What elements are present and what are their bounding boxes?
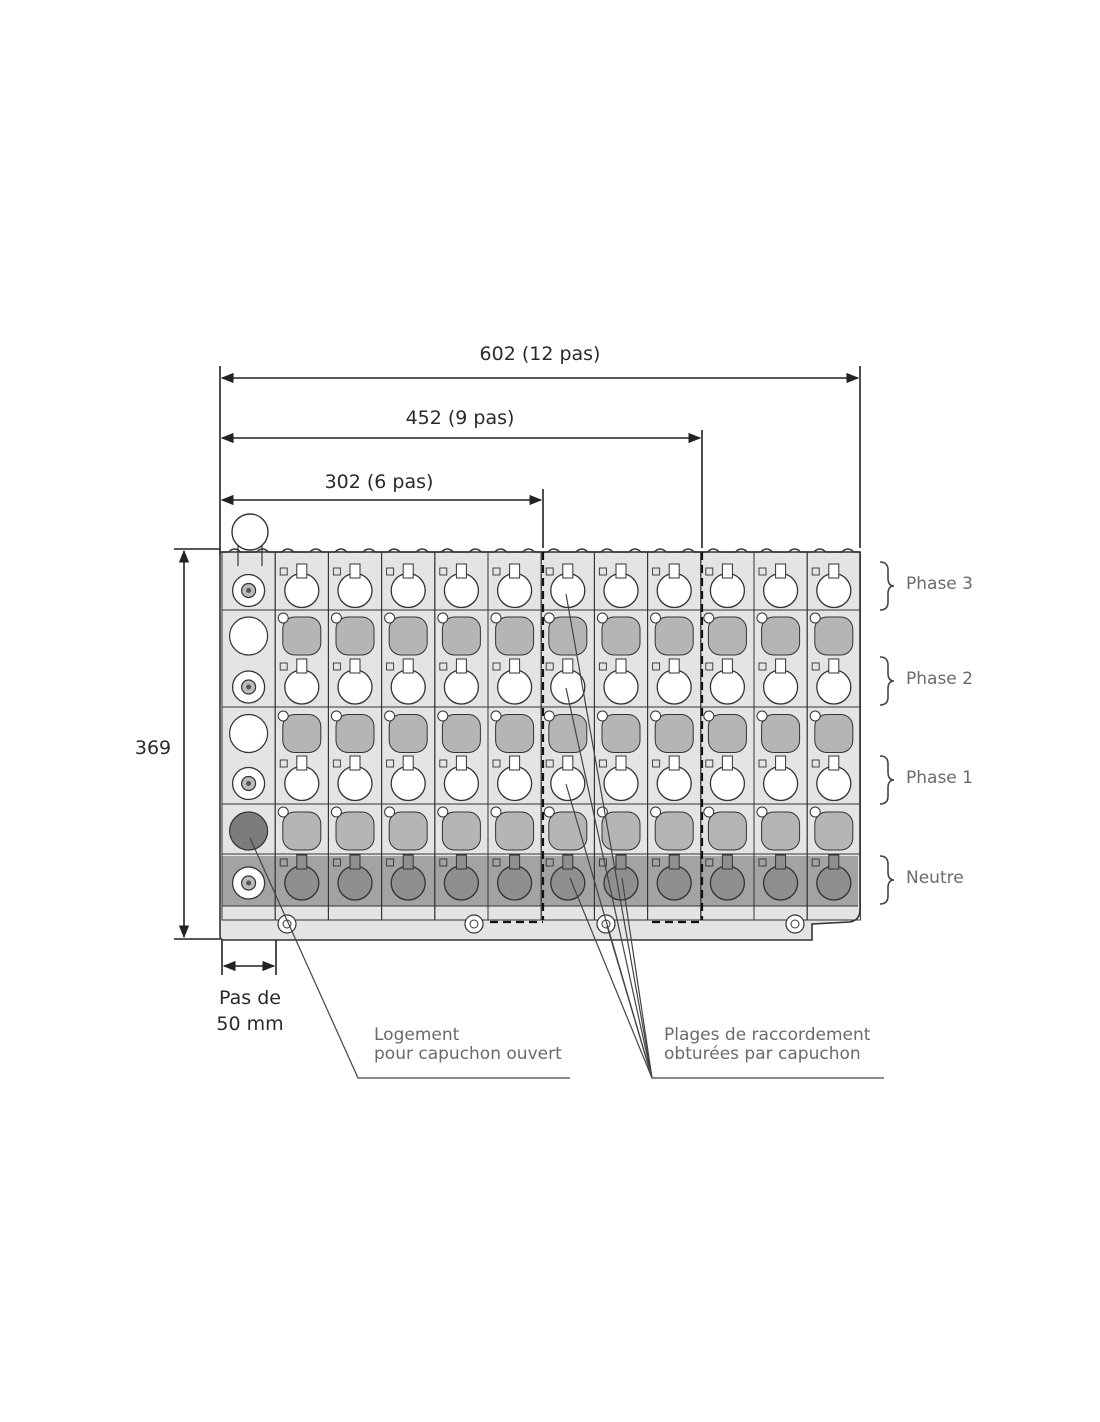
- cap-hinge: [810, 711, 820, 721]
- dim-label-369: 369: [134, 737, 172, 759]
- dim-label-302: 302 (6 pas): [324, 471, 434, 493]
- terminal-slot: [297, 855, 307, 869]
- cap-closed: [283, 812, 321, 850]
- terminal-slot: [456, 564, 466, 578]
- pitch-label-line2: 50 mm: [216, 1013, 284, 1035]
- terminal-open: [551, 767, 585, 801]
- cap-hinge: [331, 613, 341, 623]
- terminal-open: [657, 767, 691, 801]
- terminal-open: [764, 574, 798, 608]
- terminal-open: [604, 574, 638, 608]
- terminal-slot: [776, 855, 786, 869]
- cap-closed: [496, 617, 534, 655]
- cap-closed: [442, 812, 480, 850]
- cap-hinge: [491, 711, 501, 721]
- terminal-open: [817, 767, 851, 801]
- terminal-slot: [350, 564, 360, 578]
- terminal-slot: [669, 564, 679, 578]
- cap-hinge: [597, 711, 607, 721]
- terminal-open: [444, 670, 478, 704]
- terminal-slot: [297, 659, 307, 673]
- mounting-hole: [465, 915, 483, 933]
- cap-closed: [389, 812, 427, 850]
- phase-label-2: Phase 2: [906, 669, 973, 689]
- cap-closed: [762, 617, 800, 655]
- terminal-slot: [722, 564, 732, 578]
- terminal-open: [285, 574, 319, 608]
- terminal-open: [285, 670, 319, 704]
- terminal-neutral: [657, 866, 691, 900]
- cap-closed: [549, 812, 587, 850]
- brace-phase-3: [880, 562, 894, 610]
- cap-closed: [283, 715, 321, 753]
- cap-hinge: [544, 807, 554, 817]
- terminal-slot: [776, 564, 786, 578]
- terminal-neutral: [817, 866, 851, 900]
- terminal-slot: [403, 756, 413, 770]
- terminal-slot: [510, 756, 520, 770]
- cap-closed: [496, 812, 534, 850]
- terminal-neutral: [285, 866, 319, 900]
- terminal-slot: [722, 855, 732, 869]
- cap-closed: [549, 715, 587, 753]
- cap-hinge: [544, 711, 554, 721]
- terminal-open: [285, 767, 319, 801]
- cap-hinge: [704, 613, 714, 623]
- cap-closed: [442, 715, 480, 753]
- terminal-neutral: [764, 866, 798, 900]
- terminal-screw-center: [246, 881, 251, 886]
- cap-closed: [762, 812, 800, 850]
- cap-closed: [815, 812, 853, 850]
- brace-neutre: [880, 856, 894, 904]
- terminal-open: [764, 670, 798, 704]
- terminal-slot: [350, 855, 360, 869]
- cap-closed: [389, 715, 427, 753]
- terminal-open: [391, 767, 425, 801]
- cap-hinge: [651, 807, 661, 817]
- top-cap-loop: [232, 514, 268, 550]
- cap-closed: [708, 617, 746, 655]
- phase-braces: [880, 562, 894, 904]
- callout-open-cap-line1: Logement: [374, 1025, 460, 1045]
- terminal-open: [498, 574, 532, 608]
- cap-closed: [815, 617, 853, 655]
- cap-hinge: [331, 807, 341, 817]
- terminal-open: [498, 670, 532, 704]
- cap-closed: [655, 812, 693, 850]
- phase-label-1: Phase 1: [906, 768, 973, 788]
- cap-closed: [389, 617, 427, 655]
- terminal-slot: [669, 756, 679, 770]
- brace-phase-1: [880, 756, 894, 804]
- terminal-open: [338, 670, 372, 704]
- terminal-slot: [722, 659, 732, 673]
- terminal-open: [657, 670, 691, 704]
- terminal-open: [764, 767, 798, 801]
- mounting-hole: [786, 915, 804, 933]
- cap-housing: [230, 715, 268, 753]
- terminal-slot: [616, 756, 626, 770]
- terminal-slot: [403, 564, 413, 578]
- terminal-neutral: [551, 866, 585, 900]
- terminal-open: [338, 574, 372, 608]
- terminal-open: [817, 574, 851, 608]
- terminal-open: [710, 670, 744, 704]
- cap-hinge: [438, 807, 448, 817]
- cap-hinge: [757, 613, 767, 623]
- terminal-open: [604, 670, 638, 704]
- terminal-slot: [510, 659, 520, 673]
- terminal-slot: [776, 659, 786, 673]
- cap-hinge: [331, 711, 341, 721]
- terminal-neutral: [444, 866, 478, 900]
- dim-label-452: 452 (9 pas): [405, 407, 515, 429]
- cap-hinge: [704, 807, 714, 817]
- terminal-slot: [669, 659, 679, 673]
- terminal-block: [220, 514, 860, 940]
- terminal-slot: [297, 564, 307, 578]
- cap-closed: [815, 715, 853, 753]
- terminal-slot: [669, 855, 679, 869]
- terminal-slot: [563, 659, 573, 673]
- callout-capped-line1: Plages de raccordement: [664, 1025, 871, 1045]
- callout-open-cap-line2: pour capuchon ouvert: [374, 1044, 562, 1064]
- cap-closed: [336, 617, 374, 655]
- terminal-slot: [829, 564, 839, 578]
- open-cap-housing: [230, 812, 268, 850]
- cap-hinge: [385, 613, 395, 623]
- cap-closed: [283, 617, 321, 655]
- phase-label-3: Phase 3: [906, 574, 973, 594]
- cap-closed: [655, 617, 693, 655]
- terminal-open: [657, 574, 691, 608]
- brace-phase-2: [880, 657, 894, 705]
- terminal-slot: [829, 756, 839, 770]
- cap-closed: [602, 715, 640, 753]
- terminal-slot: [563, 855, 573, 869]
- terminal-screw-center: [246, 781, 251, 786]
- cap-housing: [230, 617, 268, 655]
- terminal-slot: [350, 756, 360, 770]
- terminal-screw-center: [246, 588, 251, 593]
- cap-hinge: [651, 613, 661, 623]
- pitch-label-line1: Pas de: [219, 987, 281, 1009]
- terminal-open: [817, 670, 851, 704]
- cap-hinge: [385, 711, 395, 721]
- cap-closed: [336, 715, 374, 753]
- terminal-slot: [297, 756, 307, 770]
- terminal-slot: [350, 659, 360, 673]
- cap-hinge: [438, 711, 448, 721]
- cap-closed: [708, 715, 746, 753]
- terminal-neutral: [338, 866, 372, 900]
- terminal-slot: [403, 855, 413, 869]
- terminal-neutral: [498, 866, 532, 900]
- cap-hinge: [491, 613, 501, 623]
- cap-closed: [708, 812, 746, 850]
- terminal-open: [710, 574, 744, 608]
- terminal-slot: [616, 564, 626, 578]
- callout-capped-line2: obturées par capuchon: [664, 1044, 861, 1064]
- cap-closed: [496, 715, 534, 753]
- terminal-slot: [456, 855, 466, 869]
- cap-hinge: [544, 613, 554, 623]
- terminal-slot: [456, 756, 466, 770]
- cap-closed: [336, 812, 374, 850]
- cap-hinge: [757, 711, 767, 721]
- phase-label-neutre: Neutre: [906, 868, 964, 888]
- cap-hinge: [704, 711, 714, 721]
- terminal-open: [444, 767, 478, 801]
- terminal-slot: [722, 756, 732, 770]
- terminal-slot: [510, 564, 520, 578]
- cap-hinge: [438, 613, 448, 623]
- terminal-neutral: [710, 866, 744, 900]
- terminal-open: [444, 574, 478, 608]
- terminal-open: [391, 574, 425, 608]
- terminal-slot: [510, 855, 520, 869]
- cap-closed: [602, 617, 640, 655]
- terminal-open: [604, 767, 638, 801]
- cap-hinge: [278, 613, 288, 623]
- cap-hinge: [810, 807, 820, 817]
- terminal-slot: [403, 659, 413, 673]
- cap-hinge: [757, 807, 767, 817]
- terminal-open: [710, 767, 744, 801]
- cap-closed: [655, 715, 693, 753]
- cap-hinge: [491, 807, 501, 817]
- cap-closed: [549, 617, 587, 655]
- dim-label-602: 602 (12 pas): [479, 343, 601, 365]
- terminal-slot: [563, 564, 573, 578]
- mounting-hole: [597, 915, 615, 933]
- terminal-neutral: [391, 866, 425, 900]
- cap-hinge: [385, 807, 395, 817]
- terminal-slot: [563, 756, 573, 770]
- cap-hinge: [278, 807, 288, 817]
- cap-closed: [762, 715, 800, 753]
- cap-closed: [442, 617, 480, 655]
- cap-hinge: [597, 613, 607, 623]
- terminal-slot: [776, 756, 786, 770]
- mounting-hole: [278, 915, 296, 933]
- cap-hinge: [651, 711, 661, 721]
- cap-hinge: [810, 613, 820, 623]
- terminal-screw-center: [246, 685, 251, 690]
- terminal-slot: [616, 855, 626, 869]
- terminal-open: [498, 767, 532, 801]
- terminal-slot: [616, 659, 626, 673]
- terminal-slot: [456, 659, 466, 673]
- terminal-open: [391, 670, 425, 704]
- terminal-slot: [829, 855, 839, 869]
- terminal-open: [338, 767, 372, 801]
- terminal-slot: [829, 659, 839, 673]
- cap-hinge: [278, 711, 288, 721]
